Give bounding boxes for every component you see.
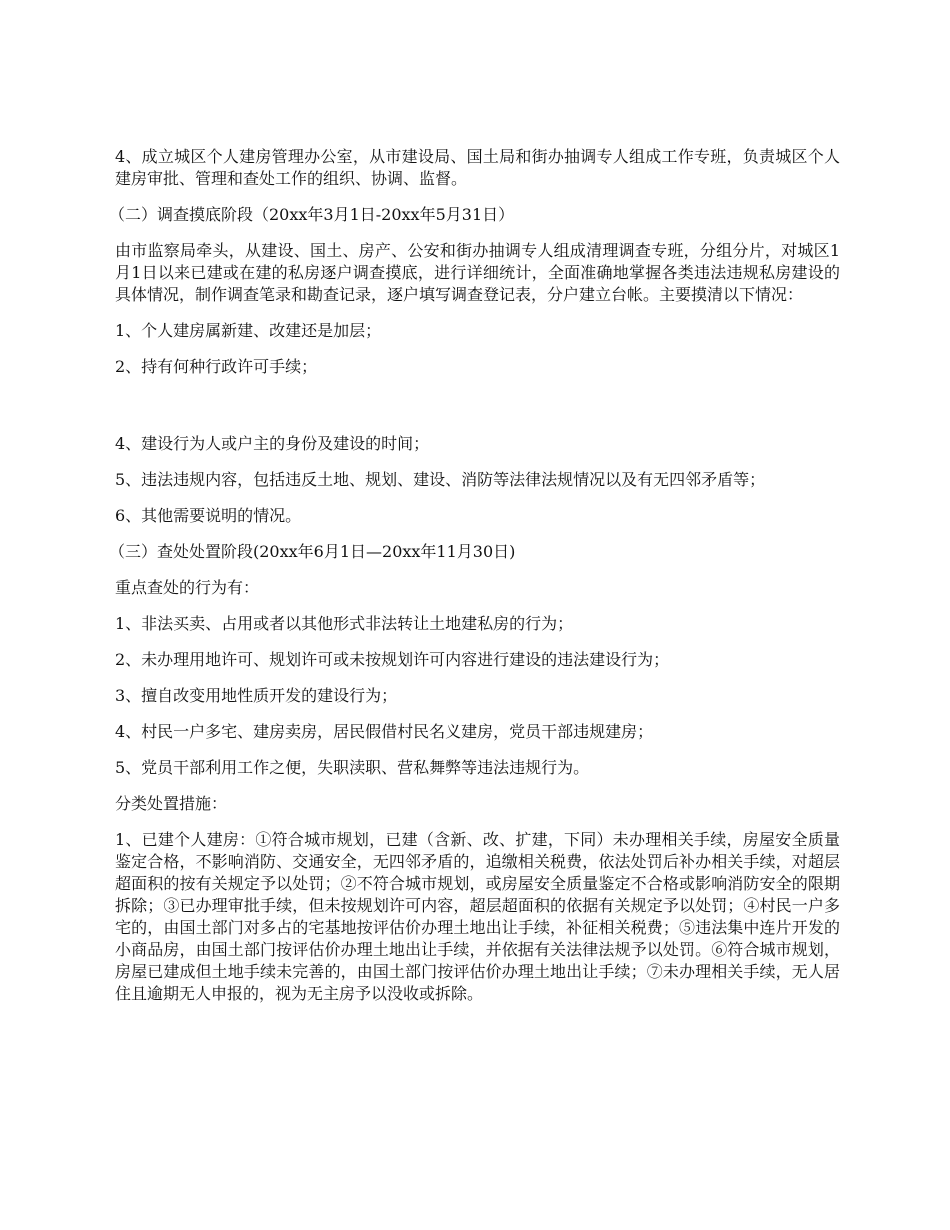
paragraph-item-4-office: 4、成立城区个人建房管理办公室，从市建设局、国土局和街办抽调专人组成工作专班，负责城区个人建房审批、管理和查处工作的组织、协调、监督。 <box>115 147 840 188</box>
paragraph-measures-detail: 1、已建个人建房：①符合城市规划，已建（含新、改、扩建，下同）未办理相关手续，房屋安全质量鉴定合格，不影响消防、交通安全，无四邻矛盾的，追缴相关税费，依法处罚后补办相关手续，对超层超面积的按有关规定予以处罚；②不符合城市规划，或房屋安全质量鉴定不合格或影响消防安全的限期拆除；③已办理审批手续，但未按规划许可内容，超层超面积的依据有关规定予以处罚；④村民一户多宅的，由国土部门对多占的宅基地按评估价办理土地出让手续，补征相关税费；⑤违法集中连片开发的小商品房，由国土部门按评估价办理土地出让手续，并依据有关法律法规予以处罚。⑥符合城市规划，房屋已建成但土地手续未完善的，由国土部门按评估价办理土地出让手续；⑦未办理相关手续，无人居住且逾期无人申报的，视为无主房予以没收或拆除。 <box>115 830 840 1003</box>
paragraph-key-behaviors: 重点查处的行为有： <box>115 578 260 597</box>
paragraph-measures-heading: 分类处置措施： <box>115 794 228 813</box>
list-item-1-building-type: 1、个人建房属新建、改建还是加层； <box>115 321 382 340</box>
list-item-6-other: 6、其他需要说明的情况。 <box>115 506 302 525</box>
list-item-4-multiple-homes: 4、村民一户多宅、建房卖房，居民假借村民名义建房，党员干部违规建房； <box>115 722 654 741</box>
blank-gap <box>115 392 840 433</box>
section-heading-investigation: （二）调查摸底阶段（20xx年3月1日-20xx年5月31日） <box>109 205 515 224</box>
document-body <box>109 146 840 1019</box>
section-heading-handling: （三）查处处置阶段(20xx年6月1日—20xx年11月30日) <box>109 542 516 561</box>
list-item-4-identity: 4、建设行为人或户主的身份及建设的时间； <box>115 434 430 453</box>
list-item-5-violations: 5、违法违规内容，包括违反土地、规划、建设、消防等法律法规情况以及有无四邻矛盾等； <box>115 470 766 489</box>
list-item-5-official-misconduct: 5、党员干部利用工作之便，失职渎职、营私舞弊等违法违规行为。 <box>115 758 590 777</box>
paragraph-investigation-body: 由市监察局牵头，从建设、国土、房产、公安和街办抽调专人组成清理调查专班，分组分片，对城区1月1日以来已建或在建的私房逐户调查摸底，进行详细统计，全面准确地掌握各类违法违规私房建设的具体情况，制作调查笔录和勘查记录，逐户填写调查登记表，分户建立台帐。主要摸清以下情况： <box>115 241 840 304</box>
list-item-2-no-permit: 2、未办理用地许可、规划许可或未按规划许可内容进行建设的违法建设行为； <box>115 650 670 669</box>
list-item-3-land-use: 3、擅自改变用地性质开发的建设行为； <box>115 686 398 705</box>
list-item-2-permits: 2、持有何种行政许可手续； <box>115 357 318 376</box>
list-item-1-illegal-land: 1、非法买卖、占用或者以其他形式非法转让土地建私房的行为； <box>115 614 574 633</box>
